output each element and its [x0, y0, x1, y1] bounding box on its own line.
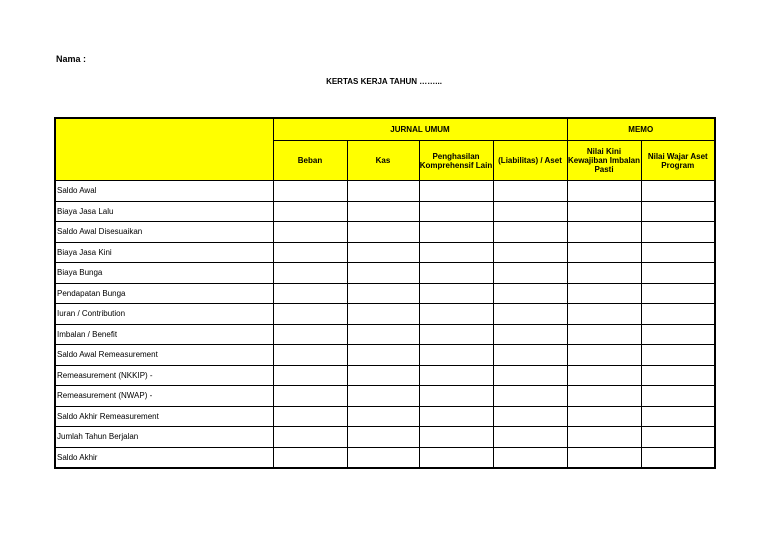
table-cell[interactable] — [419, 406, 493, 427]
table-cell[interactable] — [641, 201, 715, 222]
table-row — [55, 324, 715, 345]
table-cell[interactable] — [273, 427, 347, 448]
table-cell[interactable] — [567, 386, 641, 407]
table-cell[interactable] — [641, 324, 715, 345]
table-cell[interactable] — [347, 242, 419, 263]
table-cell[interactable] — [641, 386, 715, 407]
table-cell[interactable] — [493, 242, 567, 263]
table-cell[interactable] — [493, 386, 567, 407]
table-cell[interactable] — [273, 345, 347, 366]
table-cell[interactable] — [493, 283, 567, 304]
table-cell[interactable] — [347, 386, 419, 407]
table-cell[interactable] — [641, 283, 715, 304]
table-cell[interactable] — [567, 242, 641, 263]
table-cell[interactable] — [273, 201, 347, 222]
table-cell[interactable] — [273, 406, 347, 427]
table-cell[interactable] — [641, 242, 715, 263]
column-header-nilai-kini-kewajiban: Nilai Kini Kewajiban Imbalan Pasti — [567, 141, 641, 181]
table-cell[interactable] — [493, 345, 567, 366]
table-cell[interactable] — [419, 201, 493, 222]
worksheet-table — [54, 117, 716, 469]
table-cell[interactable] — [493, 427, 567, 448]
table-cell[interactable] — [567, 283, 641, 304]
jurnal-umum-header: JURNAL UMUM — [273, 118, 567, 141]
table-cell[interactable] — [347, 365, 419, 386]
table-cell[interactable] — [273, 242, 347, 263]
row-label: Saldo Awal Remeasurement — [55, 345, 273, 366]
table-row — [55, 365, 715, 386]
table-cell[interactable] — [567, 406, 641, 427]
row-label: Remeasurement (NKKIP) - — [55, 365, 273, 386]
column-header-nilai-wajar-aset: Nilai Wajar Aset Program — [641, 141, 715, 181]
table-cell[interactable] — [419, 427, 493, 448]
header-row-groups — [55, 118, 715, 141]
table-cell[interactable] — [567, 447, 641, 468]
table-cell[interactable] — [419, 181, 493, 202]
table-cell[interactable] — [419, 304, 493, 325]
table-cell[interactable] — [567, 345, 641, 366]
table-row — [55, 386, 715, 407]
table-cell[interactable] — [273, 181, 347, 202]
table-cell[interactable] — [567, 263, 641, 284]
table-cell[interactable] — [347, 345, 419, 366]
table-row — [55, 304, 715, 325]
table-cell[interactable] — [493, 365, 567, 386]
table-cell[interactable] — [641, 181, 715, 202]
table-cell[interactable] — [641, 427, 715, 448]
row-label: Saldo Awal — [55, 181, 273, 202]
table-cell[interactable] — [419, 283, 493, 304]
row-label: Biaya Jasa Lalu — [55, 201, 273, 222]
table-cell[interactable] — [419, 386, 493, 407]
nama-label: Nama : — [56, 54, 87, 64]
table-cell[interactable] — [493, 447, 567, 468]
table-row — [55, 283, 715, 304]
table-row — [55, 242, 715, 263]
table-cell[interactable] — [567, 365, 641, 386]
table-row — [55, 222, 715, 243]
table-cell[interactable] — [567, 427, 641, 448]
table-cell[interactable] — [641, 406, 715, 427]
table-row — [55, 345, 715, 366]
row-label: Iuran / Contribution — [55, 304, 273, 325]
table-cell[interactable] — [567, 304, 641, 325]
header-corner-cell — [55, 118, 273, 181]
table-cell[interactable] — [567, 181, 641, 202]
table-cell[interactable] — [273, 365, 347, 386]
table-cell[interactable] — [347, 304, 419, 325]
table-cell[interactable] — [493, 406, 567, 427]
table-cell[interactable] — [641, 263, 715, 284]
row-label: Imbalan / Benefit — [55, 324, 273, 345]
table-cell[interactable] — [493, 181, 567, 202]
table-row — [55, 201, 715, 222]
row-label: Biaya Jasa Kini — [55, 242, 273, 263]
table-cell[interactable] — [419, 447, 493, 468]
table-cell[interactable] — [493, 304, 567, 325]
table-cell[interactable] — [493, 324, 567, 345]
table-cell[interactable] — [419, 324, 493, 345]
table-cell[interactable] — [273, 304, 347, 325]
table-cell[interactable] — [567, 222, 641, 243]
row-label: Pendapatan Bunga — [55, 283, 273, 304]
table-cell[interactable] — [347, 222, 419, 243]
table-row — [55, 263, 715, 284]
row-label: Biaya Bunga — [55, 263, 273, 284]
table-cell[interactable] — [273, 283, 347, 304]
column-header-kas: Kas — [347, 141, 419, 181]
column-header-liabilitas-aset: (Liabilitas) / Aset — [493, 141, 567, 181]
table-cell[interactable] — [567, 201, 641, 222]
table-cell[interactable] — [347, 263, 419, 284]
memo-header: MEMO — [567, 118, 715, 141]
column-header-penghasilan-komprehensif-lain: Penghasilan Komprehensif Lain — [419, 141, 493, 181]
table-cell[interactable] — [347, 324, 419, 345]
table-cell[interactable] — [493, 201, 567, 222]
table-cell[interactable] — [641, 304, 715, 325]
row-label: Saldo Akhir — [55, 447, 273, 468]
table-cell[interactable] — [419, 345, 493, 366]
page-title: KERTAS KERJA TAHUN ……... — [326, 77, 442, 86]
table-row — [55, 406, 715, 427]
table-cell[interactable] — [641, 345, 715, 366]
table-cell[interactable] — [347, 201, 419, 222]
table-cell[interactable] — [273, 222, 347, 243]
table-cell[interactable] — [641, 222, 715, 243]
table-cell[interactable] — [641, 447, 715, 468]
row-label: Saldo Awal Disesuaikan — [55, 222, 273, 243]
table-row — [55, 447, 715, 468]
table-cell[interactable] — [419, 242, 493, 263]
table-cell[interactable] — [273, 324, 347, 345]
table-cell[interactable] — [419, 263, 493, 284]
table-row — [55, 427, 715, 448]
table-cell[interactable] — [419, 365, 493, 386]
table-cell[interactable] — [347, 447, 419, 468]
row-label: Jumlah Tahun Berjalan — [55, 427, 273, 448]
table-cell[interactable] — [419, 222, 493, 243]
table-cell[interactable] — [493, 263, 567, 284]
row-label: Remeasurement (NWAP) - — [55, 386, 273, 407]
row-label: Saldo Akhir Remeasurement — [55, 406, 273, 427]
table-cell[interactable] — [273, 447, 347, 468]
table-cell[interactable] — [567, 324, 641, 345]
column-header-beban: Beban — [273, 141, 347, 181]
table-cell[interactable] — [641, 365, 715, 386]
table-cell[interactable] — [273, 386, 347, 407]
table-cell[interactable] — [493, 222, 567, 243]
table-cell[interactable] — [347, 283, 419, 304]
table-cell[interactable] — [347, 406, 419, 427]
table-cell[interactable] — [273, 263, 347, 284]
table-cell[interactable] — [347, 181, 419, 202]
table-row — [55, 181, 715, 202]
table-cell[interactable] — [347, 427, 419, 448]
